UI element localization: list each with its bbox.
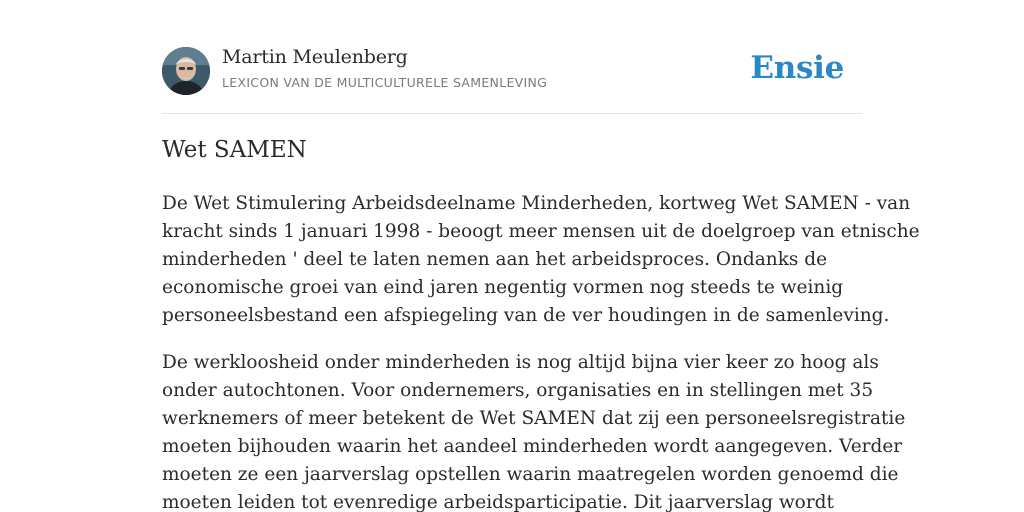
paragraph-line: moeten bijhouden waarin het aandeel minderheden wordt aangegeven. Verder — [162, 436, 903, 457]
paragraph-line: moeten ze een jaarverslag opstellen waarin maatregelen worden genoemd die — [162, 464, 899, 485]
header-divider — [162, 113, 862, 114]
paragraph-line: werknemers of meer betekent de Wet SAMEN dat zij een personeelsregistratie — [162, 408, 906, 429]
paragraph-line: De Wet Stimulering Arbeidsdeelname Minderheden, kortweg Wet SAMEN - van — [162, 193, 911, 214]
author-photo-icon — [162, 47, 210, 95]
paragraph-line: De werkloosheid onder minderheden is nog altijd bijna vier keer zo hoog als — [162, 352, 879, 373]
author-avatar[interactable] — [162, 47, 210, 95]
paragraph-line: personeelsbestand een afspiegeling van de ver houdingen in de samenleving. — [162, 305, 890, 326]
source-name[interactable]: LEXICON VAN DE MULTICULTURELE SAMENLEVING — [222, 75, 548, 90]
paragraph-2 — [162, 349, 906, 512]
article-title: Wet SAMEN — [162, 137, 307, 163]
author-name[interactable]: Martin Meulenberg — [222, 46, 408, 68]
article-header — [162, 46, 862, 96]
paragraph-line: onder autochtonen. Voor ondernemers, organisaties en in stellingen met 35 — [162, 380, 874, 401]
ensie-logo[interactable]: Ensie — [750, 50, 844, 86]
paragraph-line: kracht sinds 1 januari 1998 - beoogt meer mensen uit de doelgroep van etnische — [162, 221, 920, 242]
paragraph-line: minderheden ' deel te laten nemen aan het arbeidsproces. Ondanks de — [162, 249, 828, 270]
paragraph-line: economische groei van eind jaren negentig vormen nog steeds te weinig — [162, 277, 844, 298]
paragraph-line: moeten leiden tot evenredige arbeidsparticipatie. Dit jaarverslag wordt — [162, 492, 834, 512]
article-body — [162, 190, 920, 512]
paragraph-1 — [162, 190, 920, 330]
